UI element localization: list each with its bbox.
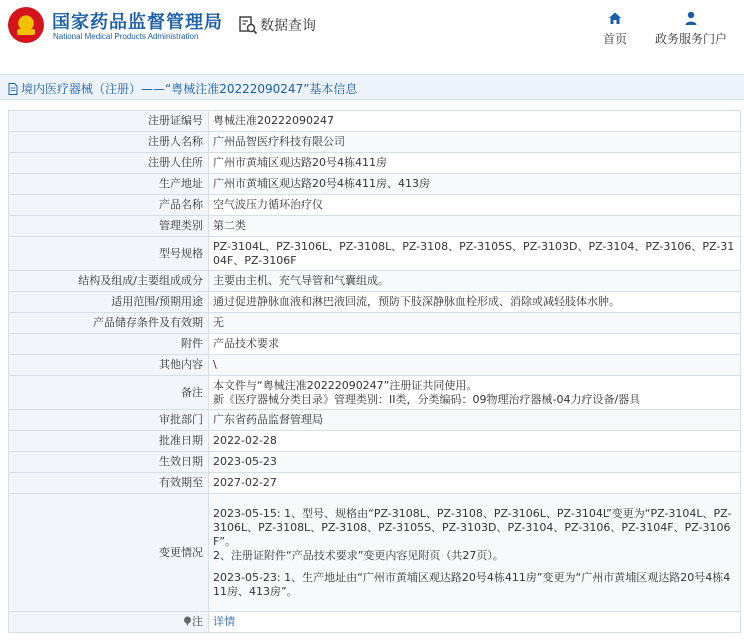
field-value: 空气波压力循环治疗仪 bbox=[209, 195, 741, 216]
table-row bbox=[9, 473, 741, 494]
change-entry: 2023-05-15: 1、型号、规格由“PZ-3108L、PZ-3108、PZ-3106L、PZ-3104L”变更为“PZ-3104L、PZ-3106L、PZ-3108L、PZ-3108、PZ-3105S、PZ-3103D、PZ-3104、PZ-3106、PZ-3104F、PZ-3106F”。 bbox=[213, 506, 732, 548]
field-value: 2023-05-23 bbox=[209, 452, 741, 473]
table-row bbox=[9, 132, 741, 153]
field-label: 产品储存条件及有效期 bbox=[9, 313, 209, 334]
field-label: 备注 bbox=[9, 376, 209, 410]
nav-home-link[interactable] bbox=[598, 10, 632, 47]
table-row bbox=[9, 271, 741, 292]
details-link[interactable]: 详情 bbox=[213, 615, 235, 628]
table-row bbox=[9, 153, 741, 174]
field-label: 附件 bbox=[9, 334, 209, 355]
table-row bbox=[9, 292, 741, 313]
site-title: 国家药品监督管理局 bbox=[52, 12, 223, 33]
data-query-button[interactable] bbox=[238, 14, 316, 36]
table-row bbox=[9, 334, 741, 355]
remark-line: 新《医疗器械分类目录》管理类别：II类，分类编码：09物理治疗器械-04力疗设备/器具 bbox=[213, 392, 641, 406]
field-value: 产品技术要求 bbox=[209, 334, 741, 355]
field-value: 第二类 bbox=[209, 216, 741, 237]
document-icon bbox=[8, 83, 18, 95]
nav-gov-portal-label: 政务服务门户 bbox=[654, 32, 727, 46]
device-info-table bbox=[8, 110, 741, 633]
table-row bbox=[9, 355, 741, 376]
table-row bbox=[9, 452, 741, 473]
field-value bbox=[209, 612, 741, 633]
field-value bbox=[209, 376, 741, 410]
field-value: \ bbox=[209, 355, 741, 376]
field-label: 适用范围/预期用途 bbox=[9, 292, 209, 313]
nav-home-label: 首页 bbox=[602, 32, 627, 46]
field-value: 粤械注准20222090247 bbox=[209, 111, 741, 132]
national-emblem-logo bbox=[8, 7, 44, 43]
nav-gov-portal-link[interactable] bbox=[650, 10, 732, 47]
field-value: PZ-3104L、PZ-3106L、PZ-3108L、PZ-3108、PZ-3105S、PZ-3103D、PZ-3104、PZ-3106、PZ-3104F、PZ-3106F bbox=[209, 237, 741, 271]
field-label: 管理类别 bbox=[9, 216, 209, 237]
section-title-wrap bbox=[8, 80, 357, 97]
field-label: 审批部门 bbox=[9, 410, 209, 431]
change-entry: 2023-05-23: 1、生产地址由“广州市黄埔区观达路20号4栋411房”变更为“广州市黄埔区观达路20号4栋411房、413房”。 bbox=[213, 570, 731, 598]
home-icon bbox=[607, 10, 623, 26]
search-icon bbox=[238, 15, 258, 35]
field-value: 主要由主机、充气导管和气囊组成。 bbox=[209, 271, 741, 292]
table-row bbox=[9, 494, 741, 612]
user-icon bbox=[683, 10, 699, 26]
table-row bbox=[9, 174, 741, 195]
field-value: 广州市黄埔区观达路20号4栋411房、413房 bbox=[209, 174, 741, 195]
field-value: 2027-02-27 bbox=[209, 473, 741, 494]
site-subtitle: National Medical Products Administration bbox=[53, 32, 199, 41]
field-label: 其他内容 bbox=[9, 355, 209, 376]
note-label: 注 bbox=[192, 615, 203, 628]
table-row bbox=[9, 612, 741, 633]
field-label: 注册证编号 bbox=[9, 111, 209, 132]
table-row bbox=[9, 431, 741, 452]
table-row bbox=[9, 237, 741, 271]
field-label: 生效日期 bbox=[9, 452, 209, 473]
table-row bbox=[9, 313, 741, 334]
field-label: 型号规格 bbox=[9, 237, 209, 271]
remark-line: 本文件与“粤械注准20222090247”注册证共同使用。 bbox=[213, 378, 478, 392]
field-label: 有效期至 bbox=[9, 473, 209, 494]
table-row bbox=[9, 410, 741, 431]
field-label: 注册人名称 bbox=[9, 132, 209, 153]
field-label: 结构及组成/主要组成成分 bbox=[9, 271, 209, 292]
field-value: 广东省药品监督管理局 bbox=[209, 410, 741, 431]
change-entry: 2、注册证附件“产品技术要求”变更内容见附页（共27页）。 bbox=[213, 548, 504, 562]
section-title: 境内医疗器械（注册）——“粤械注准20222090247”基本信息 bbox=[21, 82, 358, 96]
spacer bbox=[213, 563, 736, 571]
table-row bbox=[9, 111, 741, 132]
table-row bbox=[9, 376, 741, 410]
field-label: 变更情况 bbox=[9, 494, 209, 612]
table-row bbox=[9, 195, 741, 216]
field-label: 批准日期 bbox=[9, 431, 209, 452]
site-header bbox=[0, 0, 744, 64]
field-value: 广州市黄埔区观达路20号4栋411房 bbox=[209, 153, 741, 174]
field-value: 通过促进静脉血液和淋巴液回流，预防下肢深静脉血栓形成、消除或减轻肢体水肿。 bbox=[209, 292, 741, 313]
data-query-label: 数据查询 bbox=[260, 18, 316, 34]
field-label: 产品名称 bbox=[9, 195, 209, 216]
field-value: 广州品智医疗科技有限公司 bbox=[209, 132, 741, 153]
field-label bbox=[9, 612, 209, 633]
table-row bbox=[9, 216, 741, 237]
field-value: 2022-02-28 bbox=[209, 431, 741, 452]
field-label: 注册人住所 bbox=[9, 153, 209, 174]
field-value: 无 bbox=[209, 313, 741, 334]
pin-icon bbox=[183, 616, 192, 626]
field-value bbox=[209, 494, 741, 612]
field-label: 生产地址 bbox=[9, 174, 209, 195]
section-header-bar bbox=[0, 74, 744, 100]
